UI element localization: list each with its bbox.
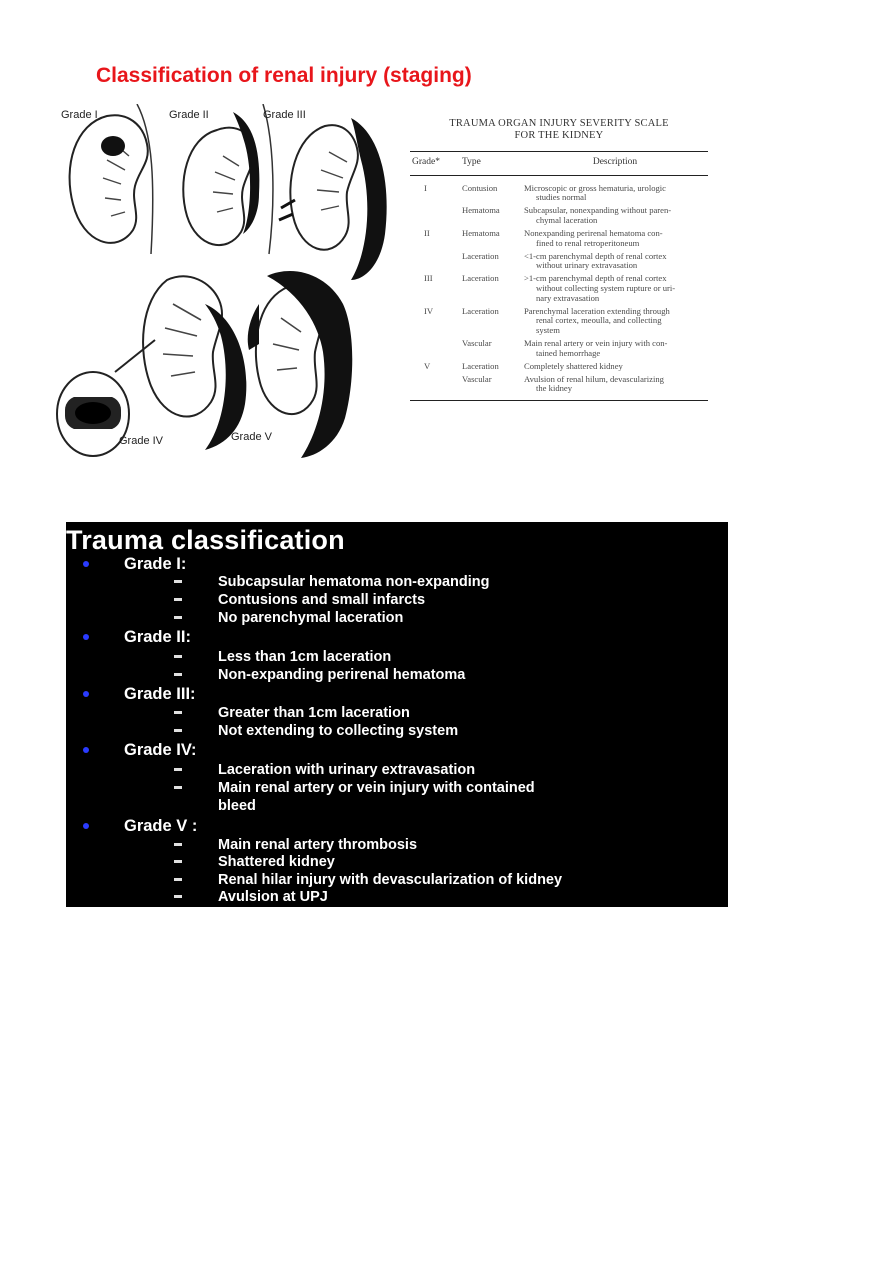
slide-grade-heading: Grade II: bbox=[66, 628, 728, 646]
slide-list-item: Greater than 1cm laceration bbox=[66, 704, 728, 722]
kidney-grades-illustration bbox=[55, 104, 395, 460]
slide-list-item: Less than 1cm laceration bbox=[66, 648, 728, 666]
bullet-icon bbox=[83, 747, 89, 753]
table-row: Laceration <1-cm parenchymal depth of renal cortex without urinary extravasation bbox=[462, 250, 667, 271]
bullet-icon bbox=[83, 691, 89, 697]
dash-icon bbox=[174, 860, 182, 863]
table-row: V Laceration Completely shattered kidney bbox=[424, 360, 623, 371]
slide-grade-heading: Grade IV: bbox=[66, 741, 728, 759]
header-type: Type bbox=[460, 152, 522, 176]
slide-list-item: Laceration with urinary extravasation bbox=[66, 761, 728, 779]
table-row: Vascular Avulsion of renal hilum, devascularizing the kidney bbox=[410, 373, 708, 400]
slide-list-item: Subcapsular hematoma non-expanding bbox=[66, 573, 728, 591]
trauma-classification-slide bbox=[66, 522, 728, 907]
slide-list-item: Shattered kidney bbox=[66, 853, 728, 871]
table-row: IV Laceration Parenchymal laceration extending through renal cortex, meoulla, and collecting system bbox=[424, 305, 670, 335]
kidney-grade-4-drawing bbox=[57, 276, 246, 456]
dash-icon bbox=[174, 843, 182, 846]
slide-list-item: Not extending to collecting system bbox=[66, 722, 728, 740]
dash-icon bbox=[174, 711, 182, 714]
header-description: Description bbox=[522, 152, 708, 176]
slide-title: Trauma classification bbox=[66, 525, 345, 555]
slide-list-item: Main renal artery thrombosis bbox=[66, 836, 728, 854]
dash-icon bbox=[174, 580, 182, 583]
table-row: I Contusion Microscopic or gross hematuria, urologic studies normal bbox=[424, 182, 666, 203]
page-title: Classification of renal injury (staging) bbox=[96, 64, 472, 87]
dash-icon bbox=[174, 616, 182, 619]
severity-scale-table bbox=[410, 118, 708, 401]
dash-icon bbox=[174, 878, 182, 881]
scale-title: TRAUMA ORGAN INJURY SEVERITY SCALE FOR THE KIDNEY bbox=[449, 118, 669, 141]
label-grade-3: Grade III bbox=[263, 109, 306, 121]
dash-icon bbox=[174, 673, 182, 676]
label-grade-4: Grade IV bbox=[119, 435, 164, 447]
kidney-grade-5-drawing bbox=[231, 271, 352, 458]
slide-grade-heading: Grade III: bbox=[66, 685, 728, 703]
label-grade-5: Grade V bbox=[231, 431, 272, 443]
dash-icon bbox=[174, 729, 182, 732]
label-grade-1: Grade I bbox=[61, 109, 98, 121]
table-row: II Hematoma Nonexpanding perirenal hematoma con- fined to renal retroperitoneum bbox=[424, 227, 663, 248]
dash-icon bbox=[174, 598, 182, 601]
table-row: Hematoma Subcapsular, nonexpanding without paren- chymal laceration bbox=[462, 205, 672, 225]
slide-grade-heading: Grade V : bbox=[66, 817, 728, 835]
table-row: Vascular Main renal artery or vein injury with con- tained hemorrhage bbox=[462, 337, 668, 358]
slide-list-item: Non-expanding perirenal hematoma bbox=[66, 666, 728, 684]
label-grade-2: Grade II bbox=[169, 109, 209, 121]
slide-list-item: No parenchymal laceration bbox=[66, 609, 728, 627]
bullet-icon bbox=[83, 823, 89, 829]
bullet-icon bbox=[83, 561, 89, 567]
bullet-icon bbox=[83, 634, 89, 640]
kidney-grade-3-drawing bbox=[263, 109, 387, 280]
slide-list-item: Main renal artery or vein injury with contained bbox=[66, 779, 728, 797]
slide-list-item: Contusions and small infarcts bbox=[66, 591, 728, 609]
kidney-grade-1-drawing bbox=[61, 104, 153, 254]
dash-icon bbox=[174, 655, 182, 658]
slide-list-item: Renal hilar injury with devascularization of kidney bbox=[66, 871, 728, 889]
slide-list-item-continued: bleed bbox=[218, 798, 256, 814]
kidney-grade-2-drawing bbox=[169, 104, 273, 254]
dash-icon bbox=[174, 895, 182, 898]
dash-icon bbox=[174, 768, 182, 771]
table-row: III Laceration >1-cm parenchymal depth of renal cortex without collecting system rupture or uri- nary extravasation bbox=[424, 273, 676, 303]
slide-grade-heading: Grade I: bbox=[66, 555, 728, 573]
header-grade: Grade* bbox=[410, 152, 460, 176]
dash-icon bbox=[174, 786, 182, 789]
slide-list-item: Avulsion at UPJ bbox=[66, 888, 728, 906]
